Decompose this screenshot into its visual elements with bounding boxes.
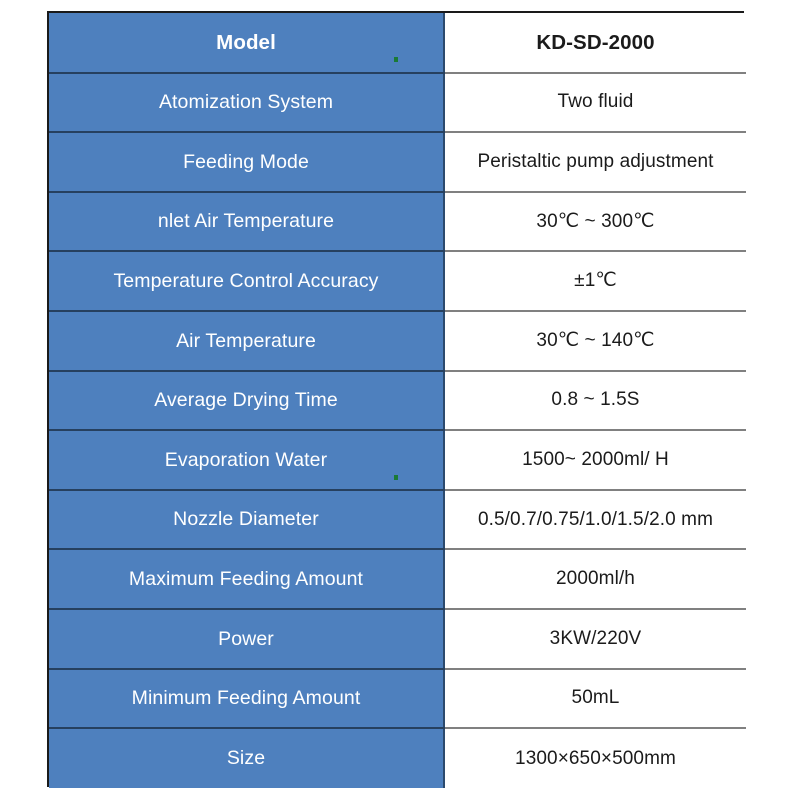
spec-value-temperature-control-accuracy: ±1℃ <box>444 251 746 311</box>
table-row <box>49 371 746 431</box>
spec-label-inlet-air-temperature: nlet Air Temperature <box>49 192 444 252</box>
spec-value-inlet-air-temperature: 30℃ ~ 300℃ <box>444 192 746 252</box>
header-label-model: Model <box>49 13 444 73</box>
spec-value-average-drying-time: 0.8 ~ 1.5S <box>444 371 746 431</box>
spec-value-atomization-system: Two fluid <box>444 73 746 133</box>
spec-label-nozzle-diameter: Nozzle Diameter <box>49 490 444 550</box>
header-value-model: KD-SD-2000 <box>444 13 746 73</box>
spec-label-feeding-mode: Feeding Mode <box>49 132 444 192</box>
spec-label-minimum-feeding-amount: Minimum Feeding Amount <box>49 669 444 729</box>
table-row <box>49 251 746 311</box>
table-row <box>49 669 746 729</box>
spec-value-feeding-mode: Peristaltic pump adjustment <box>444 132 746 192</box>
spec-value-size: 1300×650×500mm <box>444 728 746 788</box>
table-row <box>49 73 746 133</box>
table-row <box>49 132 746 192</box>
spec-value-power: 3KW/220V <box>444 609 746 669</box>
spec-label-power: Power <box>49 609 444 669</box>
spec-value-minimum-feeding-amount: 50mL <box>444 669 746 729</box>
table-header-row <box>49 13 746 73</box>
table-row <box>49 430 746 490</box>
table-row <box>49 549 746 609</box>
table-row <box>49 490 746 550</box>
spec-label-atomization-system: Atomization System <box>49 73 444 133</box>
spec-label-air-temperature: Air Temperature <box>49 311 444 371</box>
spec-label-size: Size <box>49 728 444 788</box>
spec-label-maximum-feeding-amount: Maximum Feeding Amount <box>49 549 444 609</box>
table-row <box>49 311 746 371</box>
spec-label-average-drying-time: Average Drying Time <box>49 371 444 431</box>
spec-value-evaporation-water: 1500~ 2000ml/ H <box>444 430 746 490</box>
table-row <box>49 728 746 788</box>
spec-value-air-temperature: 30℃ ~ 140℃ <box>444 311 746 371</box>
specification-table-container <box>47 11 744 787</box>
spec-value-nozzle-diameter: 0.5/0.7/0.75/1.0/1.5/2.0 mm <box>444 490 746 550</box>
spec-label-temperature-control-accuracy: Temperature Control Accuracy <box>49 251 444 311</box>
table-row <box>49 609 746 669</box>
specification-table <box>49 13 746 788</box>
spec-value-maximum-feeding-amount: 2000ml/h <box>444 549 746 609</box>
spec-label-evaporation-water: Evaporation Water <box>49 430 444 490</box>
table-row <box>49 192 746 252</box>
specification-table-body <box>49 13 746 788</box>
